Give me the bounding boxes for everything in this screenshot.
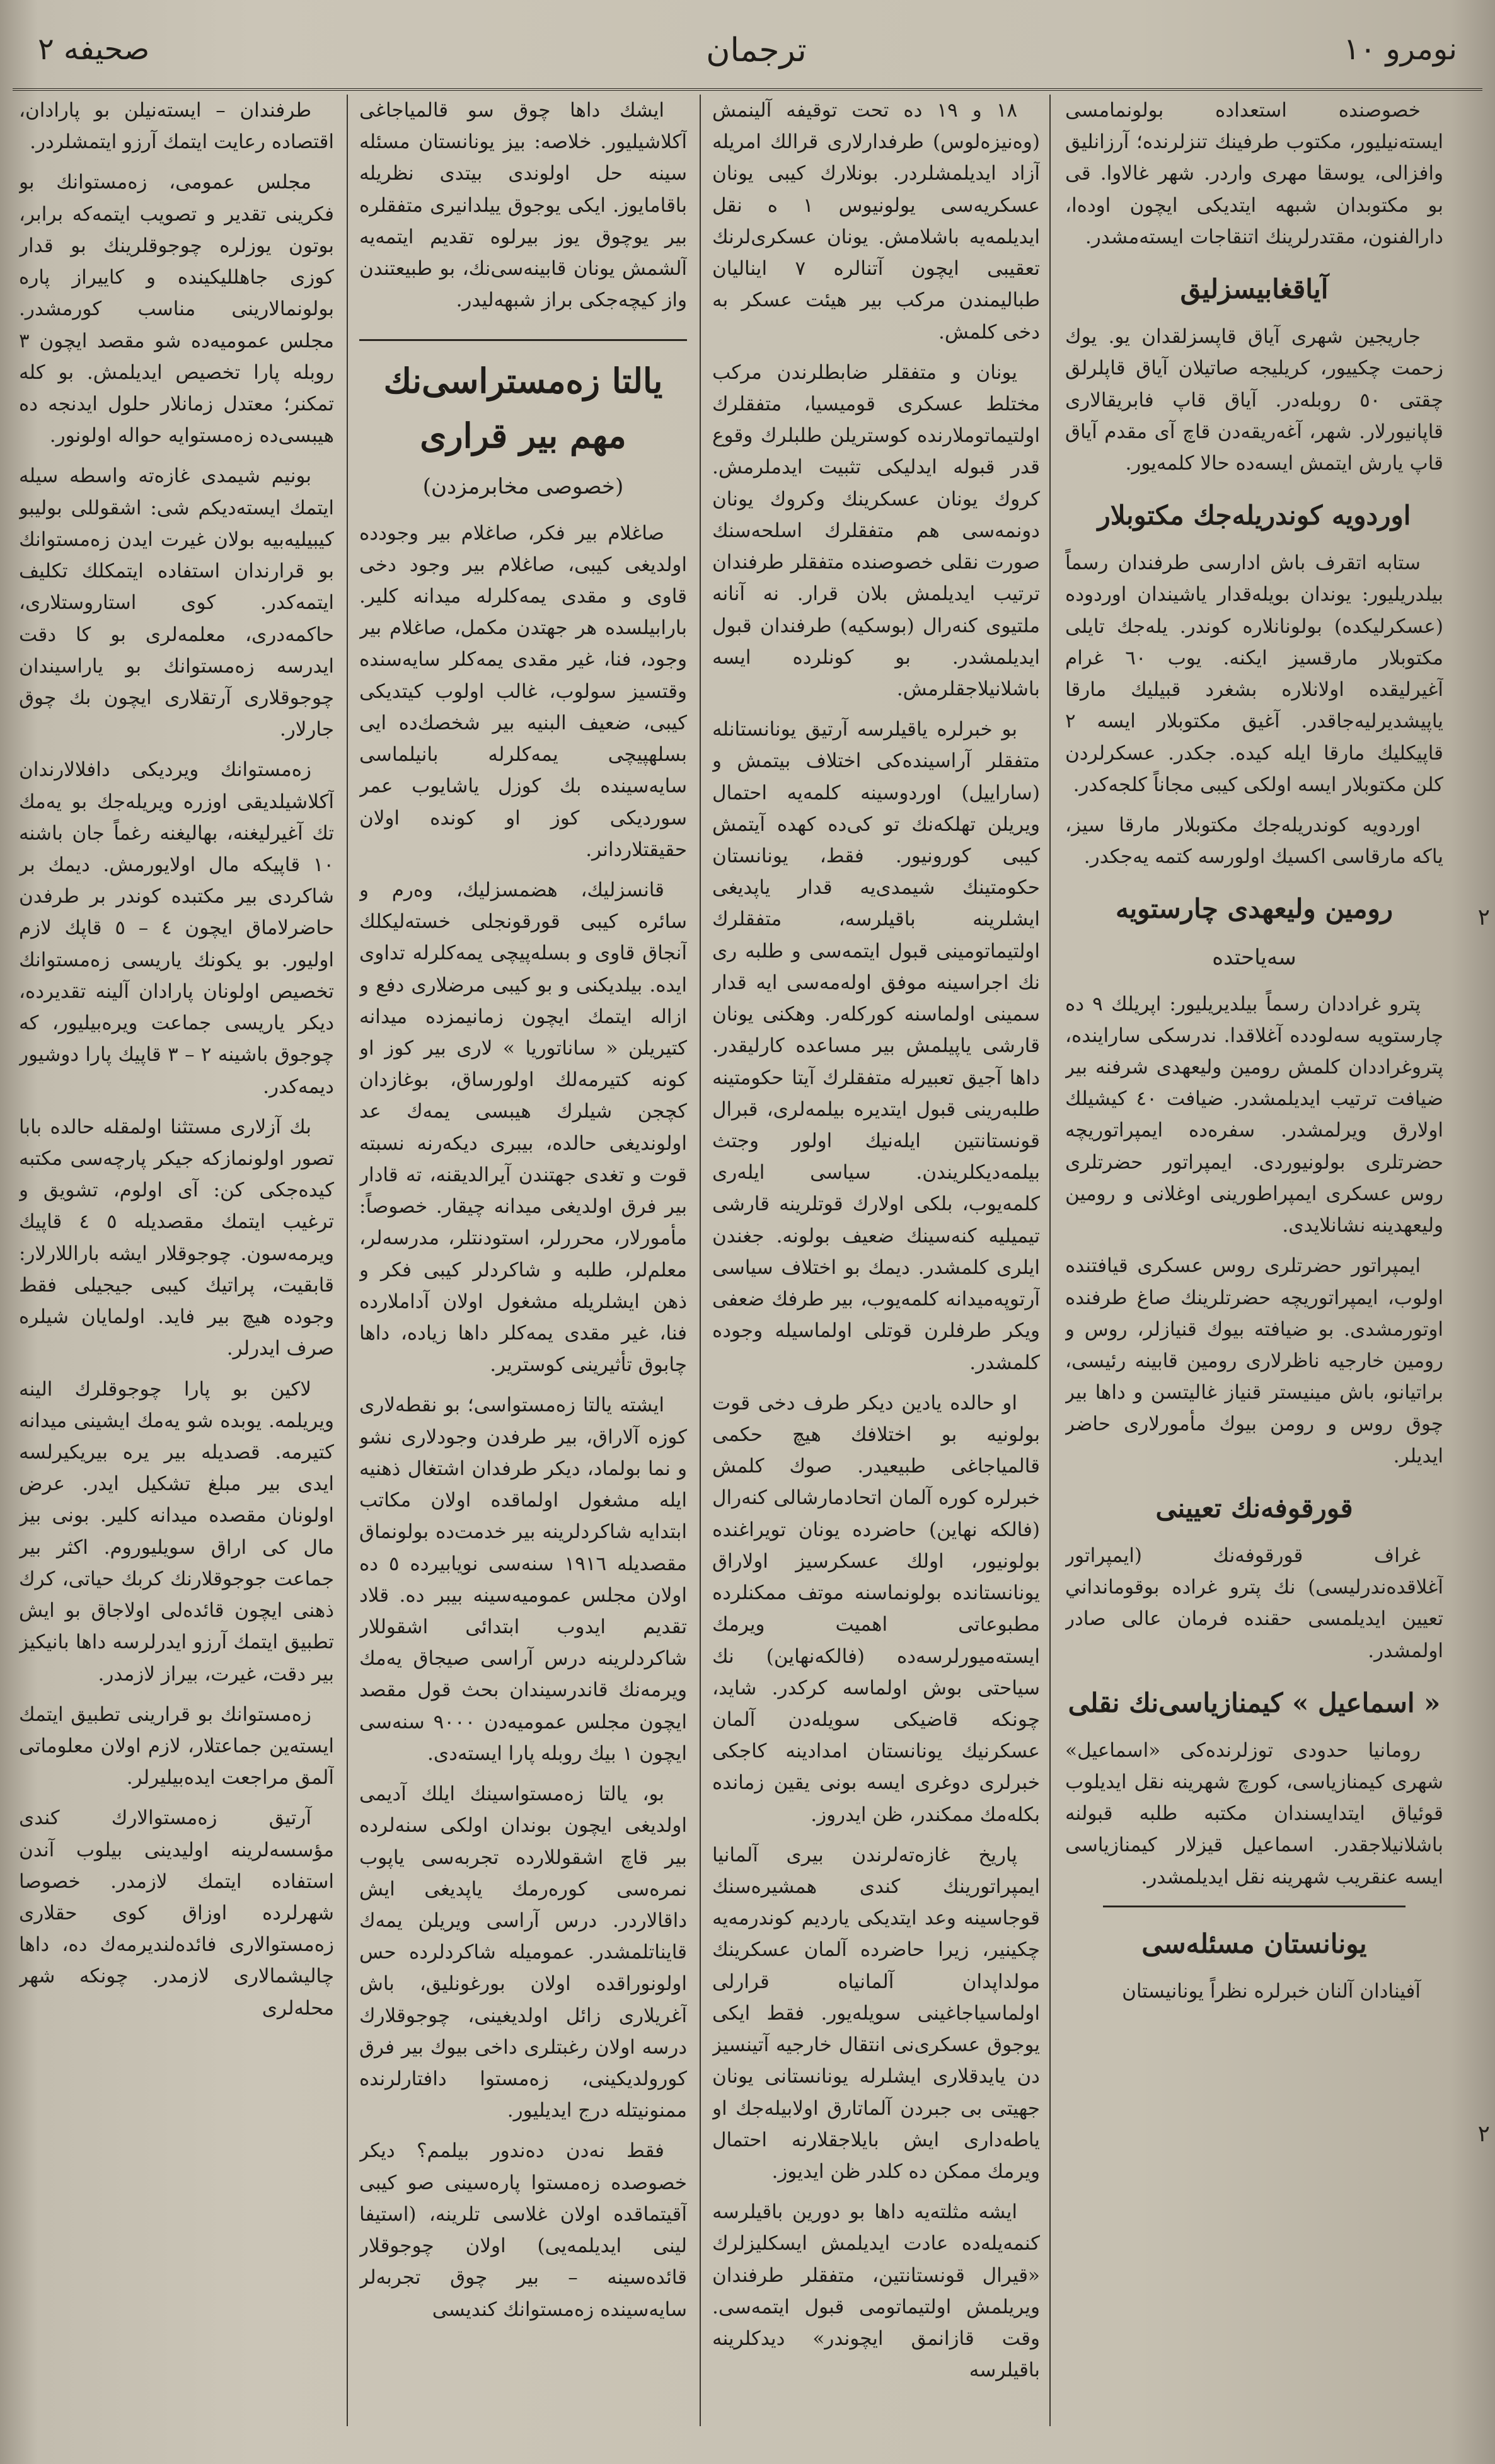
column-3 xyxy=(359,95,687,2432)
paragraph: خصوصنده استعداده بولونمامسی ایسته‌نیلیور، مکتوب طرفینك تنزلرنده؛ آرزانلیق وافزالی، یوسقا مهری واردر. شهر غالاوا. قی بو مکتوبدان شبهه ایتدیکی ایچون اوده‌ا، دارالفنون، مقتدرلرینك اتنقاجات ایسته‌مشدر. xyxy=(1065,99,1443,248)
paragraph: آفینادان آلنان خبرلره نظراً یونانیستان xyxy=(1122,1979,1421,2003)
paragraph: او حالده یادین دیکر طرف دخی قوت بولونیه بو اختلافك هیچ حکمی قالمیاجاغی طبیعیدر. صوك کلمش خبرلره کوره آلمان اتحادمارشالی کنه‌رال (فالکه نهاین) حاضرده یونان تویراغنده بولونیور، اولك عسکرسیز اولاراق یونانستانده بولونماسنه موتف ممکنلرده مطبوعاتی اهمیت ویرمك ایسته‌میورلرسه‌ده (فالکه‌نهاین) نك سیاحتی بوش اولماسه کرکدر. شاید، چونکه قاضیکی سویله‌دن آلمان عسکرنیك یونانستان امدادینه کاجکی خبرلری دوغری ایسه بونی یقین زمانده بکله‌مك ممکندر، ظن ایدروز. xyxy=(712,1391,1040,1826)
column-divider xyxy=(1049,95,1051,2426)
masthead-title: ترجمان xyxy=(706,32,807,69)
article-heading: رومین ولیعهدی چارستویه xyxy=(1115,893,1394,925)
paragraph: زه‌مستوانك ویردیکی دافلالارندان آکلاشیلدیقی اوزره ویریله‌جك بو یه‌مك تك آغیرلیغنه، بهالیغنه رغماً جان باشنه ١٠ قاپیکه مال اولایورمش. دیمك بر شاکردی بیر مکتبده کوندر بر طرفدن حاضرلاماق ایچون ٤ – ٥ قاپك لازم اولیور. بو یکونك یاریسی زه‌مستوانك تخصیص اولونان پارادان آلینه تقدیرده، دیکر یاریسی جماعت ویره‌بیلیور، که چوجوق باشینه ٢ – ٣ قاپیك پارا دوشیور دیمه‌کدر. xyxy=(19,758,334,1098)
paragraph: اوردویه کوندریله‌جك مکتوبلار مارقا سیز، یاکه مارقاسی اکسیك اولورسه کتمه یه‌جکدر. xyxy=(1065,814,1443,869)
article-heading: اوردویه کوندریله‌جك مكتوبلار xyxy=(1097,500,1411,531)
running-head xyxy=(13,13,1482,91)
paragraph: صاغلام بیر فکر، صاغلام بیر وجودده اولدیغی کیبی، صاغلام بیر وجود دخی قاوی و مقدی یمه‌کلرله میدانه کلیر. بارابیلسده هر جهتدن مکمل، صاغلام بیر وجود، فنا، غیر مقدی یمه‌کلر سایه‌سنده وقتسیز سولوب، غالب اولوب کیتدیکی کیبی، ضعیف البنیه بیر شخصك‌ده ایی بسلهپیچی یمه‌کلرله بانیلماسی سایه‌سینده بك کوزل یاشایوب عمر سوردیکی کوز او کونده اولان حقیقتلاردانر. xyxy=(359,521,687,861)
paragraph: ١٨ و ١٩ ده تحت توقیفه آلینمش (وه‌نیزه‌لوس) طرفدارلاری قرالك امریله آزاد ایدیلمشلردر. بونلارك کیبی یونان عسکریه‌سی یولونیوس ١ ه نقل ایدیلمه‌یه باشلامش. یونان عسکری‌لرنك تعقیبی ایچون آتنالره ٧ اینالیان طبالیمندن مرکب بیر هیئت عسکر به دخی کلمش. xyxy=(712,99,1040,344)
article-subheading: سه‌ياحتده xyxy=(1212,945,1296,971)
page-number: صحيفه ٢ xyxy=(38,32,150,67)
article-heading: « اسماعیل » کیمنازیاسی‌نك نقلی xyxy=(1068,1687,1441,1718)
paragraph: ایشك داها چوق سو قالمیاجاغی آکلاشیلیور. خلاصه: بیز یونانستان مسئله سینه حل اولوندی بیتدی نظریله باقامایوز. ایکی یوجوق ییلدانیری متفقلره بیر یوچوق یوز بیرلوه تقدیم ایتمه‌یه آلشمش یونان قابینه‌سی‌نك، بو طبیعتندن واز کیچه‌جکی براز شبهه‌لیدر. xyxy=(359,99,687,312)
paragraph: زه‌مستوانك بو قرارینی تطبیق ایتمك ایسته‌ین جماعتلار، لازم اولان معلوماتی آلمق مراجعت ایده‌بیلیرلر. xyxy=(19,1703,334,1790)
paragraph: جاریجین شهری آیاق قاپسزلقدان یو. یوك زحمت چکییور، کریلیجه صاتیلان آیاق قاپلرلق چقتی ٥٠ روبله‌در. آیاق قاپ فابریقالاری قاپانیورلار. شهر، آغه‌ریقه‌دن قاچ آی مقدم آیاق قاپ یارش ایتمش ایسه‌ده حالا کلمه‌یور. xyxy=(1065,325,1443,475)
paragraph: ایشته یالتا زه‌مستواسی؛ بو نقطه‌لاری کوزه آلاراق، بیر طرفدن وجودلاری نشو و نما بولماد، دیکر طرفدان اشتغال ذهنیه ایله مشغول اولماقده اولان مکاتب ابتدایه شاکردلرینه بیر خدمت‌ده بولونماق مقصدیله ١٩١٦ سنه‌سی نویابیرده ٥ ده اولان مجلس عمومیه‌سینه بیبر ده. قلاد تقدیم ایدوب ابتدائی اشقوللار شاکردلرینه درس آراسی صیجاق یه‌مك ویرمه‌نك قاندرسیندان بحث قول مقصد ایچون مجلس عمومیه‌دن ٩٠٠٠ سنه‌سی ایچون ١ بیك روبله پارا ایسته‌دی. xyxy=(359,1394,687,1765)
paragraph: بو‌نیم شیمدی غازه‌ته واسطه سیله ایتمك ایسته‌دیکم شی: اشقوللی بولیبو کیبیلیه‌بیه بولان غیرت ایدن زه‌مستوانك بو قرارندان استفاده ایتمکلك تکلیف ایتمه‌کدر. کوی استاروستلاری، حاکمه‌دری، معلمه‌لری بو کا دقت ایدرسه زه‌مستوانك بو یاراسیندان چوجوقلاری آرتقلاری ایچون بك چوق جارلار. xyxy=(19,465,334,741)
paragraph: لاکین بو پارا چوجوقلرك الینه ویریلمه. یوبده شو یه‌مك ایشینی میدانه کتیرمه. قصدیله بیر یره بیریکیرلسه ایدی بیر مبلغ تشکیل ایدر. عرض اولونان مقصده میدانه کلیر. بونی بیز مال کی اراق سویلیوروم. اکثر بیر جماعت جوجوقلارنك کربك حیاتی، کرك ذهنی ایچون قائده‌لی اولاجاق بو ایش تطبیق ایتمك آرزو ایدرلرسه داها بانیکیز بیر دقت، غیرت، بیراز لازمدر. xyxy=(19,1377,334,1686)
paragraph: طرفندان – ایسته‌نیلن بو پارادان، اقتصاده رعایت ایتمك آرزو ایتمشلردر. xyxy=(19,99,334,154)
column-divider xyxy=(700,95,701,2426)
paragraph: پاریخ غازه‌ته‌لرندن بیری آلمانیا ایمپراتورینك کندی همشیره‌سنك قوجاسینه وعد ایتدیکی یاردیم کوندرمه‌یه چکینیر، زیرا حاضرده آلمان عسکرینك مولدا‌پدان آلمانیاه قرارلی اولماسیاجاغینی سویله‌یور. فقط ایکی یوجوق عسکری‌نی انتقال خارجیه آتینسیز دن یایدقلاری ایشلرله یونانستانی یونان جهیتی بی جبردن آلماتارق اولابیله‌جك او یاطه‌داری ایش بایلاجقلارنه احتمال ویرمك ممکن ده کلدر ظن ایدیوز. xyxy=(712,1843,1040,2183)
paragraph: آرتیق زه‌مستوالارك کندی مؤسسه‌لرینه اولیدینی بیلوب آندن استفاده ایتمك لازمدر. خصوصا شهرلرده اوزاق کوی حقلاری زه‌مستوالاری فائده‌لندیرمه‌ك ده، داها چالیشمالاری لازمدر. چونکه شهر محله‌لری xyxy=(19,1807,334,2020)
margin-number: ٢ xyxy=(1477,905,1490,930)
column-divider xyxy=(347,95,348,2426)
article-heading: یالتا زه‌مستراسی‌نك مهم بیر قراری xyxy=(359,339,687,464)
paragraph: بو، یالتا زه‌مستواسینك ایلك آدیمی اولدیغی ایچون بوندان اولکی سنه‌لرده بیر قاچ اشقوللارده تجربه‌سی یاپوب نمره‌سی کوره‌رمك یاپدیغی ایش داقالاردر. درس آراسی ویریلن یمه‌ك قایناتلمشدر. عمومیله شاکردلرده حس اولونوراقده اولان بورغونلیق، باش آغریلاری زائل اولدیغینی، چوجوقلارك درسه اولان رغبتلری داخی بیوك بیر فرق کورولدیکینی، زه‌مستوا دافتارلرنده ممنونیتله درج ایدیلیور. xyxy=(359,1783,687,2122)
issue-number: نومرو ١٠ xyxy=(1343,32,1457,67)
column-2 xyxy=(712,95,1040,2432)
paragraph: پترو غراددان رسماً بیلدیریلیور: اپریلك ٩ ده چارستویه سه‌لودده آغلاقدا. ندرسکی ساراینده، پتروغراددان کلمش رومین ولیعهدی شرفنه بیر ضیافت ترتیب ایدیلمشدر. ضیافت ٤٠ کیشیلك اولارق ویرلمشدر. سفره‌ده ایمپراتوریچه حضرتلری بولونیوردی. ایمپراتور حضرتلری روس عسکری ایمپراطورینی اوغلانی و رومین ولیعهدینه نشانلایدی. xyxy=(1065,992,1443,1237)
article-heading: قورقوفه‌نك تعیینی xyxy=(1155,1492,1353,1524)
column-4 xyxy=(19,95,334,2432)
paragraph: ایمپراتور حضرتلری روس عسکری قیافتنده اولوب، ایمپراتوریچه حضرتلرینك صاغ طرفنده اوتورمشدی. بو ضیافته بیوك قنیازلر، روس و رومین خارجیه ناظرلاری رومین قابینه رئیسی، براتیانو، باش مینیستر قنیاز غالیتسن و داها بیر چوق روس و رومن بیوك مأمورلاری حاضر ایدیلر. xyxy=(1065,1254,1443,1467)
paragraph: یونان و متفقلر ضابطلرندن مرکب مختلط عسکری قومیسیا، متفقلرك اولتیماتوملارنده کوستریلن طلبلرك وقوع قدر قبوله ایدلیکی تثبیت ایدملرمش. کروك یونان عسکرینك وکروك یونان دونمه‌سی هم متفقلرك اسلحه‌سنك صورت نقلی خصوصنده متفقلر طرفندان ترتیب ایدیلمش بلان قرار. نه آنانه ملتیوی کنه‌رال (بوسکیه) طرفندان قبول ایدیلمشدر. بو کونلرده ایسه باشلانیلاجقلرمش. xyxy=(712,361,1040,700)
article-heading: آیاقغابیسزلیق xyxy=(1180,274,1329,305)
column-1 xyxy=(1065,95,1443,2432)
paragraph: غراف قورقوفه‌نك (ایمپراتور آغلاقده‌ندرلیسی) نك پترو غراده بوقومانداني تعيين ايديلمسی حقنده فرمان عالی صادر اولمشدر. xyxy=(1065,1544,1443,1662)
paragraph: قانسزلیك، هضمسزلیك، وه‌رم و سائره کیبی قورقونجلی خسته‌لیکلك آنجاق قاوی و بسله‌پیچی یمه‌کلرله تداوی ایده. بیلدیکنی و بو کیبی مرضلاری دفع و ازاله ایتمك ایچون زمانیمزده میدانه کتیریلن « ساناتوریا » لاری بیر کوز او کونه کتیرمه‌لك اولورساق، بوغازدان کچجن شیلرك هیبسی یمه‌ك عد اولوندیغی حالده، بیبری دیکه‌رنه نسبته قوت و تغدی جهتندن آیرالدیقنه، ته قادار بیر فرق اولدیغی میدانه چیقار. خصوصاً: مأمورلار، محررلر، استودنتلر، مدرسه‌لر، معلم‌لر، طلبه و شاکردلر کیبی فکر و ذهن ایشلریله مشغول اولان آداملارده فنا، غیر مقدی یمه‌کلر داها زیاده، داها چابوق تأثیرینی کوستریر. xyxy=(359,878,687,1377)
article-heading: يونانستان مسئله‌سی xyxy=(1141,1928,1367,1959)
paragraph: فقط نه‌دن ده‌ندور بیلمم؟ دیکر خصوصده زه‌مستوا پاره‌سینی صو کیبی آقیتماقده اولان غلاسی تلرینه، (استیفا لینی ایدیلمه‌یی) اولان چوجوقلار قائده‌سینه – بیر چوق تجربه‌لر سایه‌سینده زه‌مستوانك کندیسی xyxy=(359,2139,687,2321)
margin-number: ٢ xyxy=(1477,2121,1490,2147)
paragraph: بو خبرلره یاقیلرسه آرتیق یونانستانله متفقلر آراسینده‌کی اختلاف بیتمش و (ساراییل) اوردوسینه کلمه‌یه احتمال ویریلن تهلکه‌نك تو کی‌ده کهده آیتمش کیبی کورونیور. فقط، یونانستان حکومتینك شیمدی‌یه قدار یاپدیغی ایشلرینه باقیلرسه، متفقلرك اولتیماتومینی قبول ایتمه‌سی و طلبه ری نك اجراسینه موفق اوله‌مه‌سی ایه قدار سمینی اولماسنه کورکله‌ر. وهکنی یونان قارشی یاپیلمش بیر مساعده کارلیقدر. داها آجیق تعبیرله متفقلرك آیتا حکومتینه طلبه‌رینی قبول ایتدیره بیلمه‌لری، قبرال قونستانتین ایله‌نیك اولور وجتث بیلمه‌دیکلریندن. سیاسی ایله‌ری کلمه‌یوب، بلکی اولارك قوتلرینه قارشی تیمیلیه کنه‌سینك ضعیف بولونه. جغندن ایلری کلمشدر. دیمك بو اختلاف سیاسی آرتوپه‌میدانه کلمه‌یوب، بیر طرفك ضعفی ویکر طرفلرن قوتلی اولماسیله وجوده کلمشدر. xyxy=(712,718,1040,1374)
paragraph: مجلس عمومی، زه‌مستوانك بو فکرینی تقدیر و تصویب ایتمه‌که برابر، بوتون یوزلره چوجوقلرینك بو قدار کوزی جاهللیکینده و کاییراز پاره بولونمالارینی مناسب کورمشدر. مجلس عمومیه‌ده شو مقصد ایچون ٣ روبله پارا تخصیص ایدیلمش. بو کله تمکنر؛ معتدل زمانلار حلول ایدنجه ده هیبسی‌ده زه‌مستوایه حواله اولونور. xyxy=(19,171,334,448)
paragraph: ایشه مثلته‌یه داها بو دورین باقیلرسه کنمه‌یله‌ده عادت ایدیلمش ایسکلیزلرك «قیرال قونستانتین، متفقلر طرفندان ویریلمش اولتیماتومی قبول ایتمه‌سی. وقت قازانمق ایچوندر» دیدکلرینه باقیلرسه xyxy=(712,2201,1040,2382)
paragraph: ستابه اتقرف باش ادارسی طرفندان رسماً بیلدریلیور: یوندان بویله‌قدار یاشیندان اوردوده (عسکرلیکده) بولونانلاره کوندر. یله‌جك تایلی مکتوبلار مارقسیز ایکنه. یوب ٦٠ غرام آغیرلیقده اولانلاره بشغرد قبیلیك مارقا یاپیشدیرلیه‌جاقدر. آغیق مکتوبلار ایسه ٢ قاپیکلیك مارقا ایله کیده. جکدر. عسکرلردن کلن مکتوبلار ایسه اولکی کیبی مجاناً کلجه‌کدر. xyxy=(1065,552,1443,796)
separator xyxy=(1103,1906,1406,1907)
paragraph: بك آزلاری مستثنا اولمقله حالده بابا تصور اولونمازکه جیکر پارچه‌سی مکتبه کیده‌جکی کن: آی اولوم، تشویق و ترغیب ایتمك مقصدیله ٥ ٤ قاپیك ویرمه‌سون. چوجوقلار ایشه باراللارلار: قابقیت، پراتیك کیبی جیجیلی فقط وجوده هیچ بیر فاید. اولمایان شیلره صرف ایدرلر. xyxy=(19,1115,334,1360)
article-subheading: (خصوصی مخابرمزدن) xyxy=(422,474,624,500)
paragraph: رومانیا حدودی توزلرنده‌کی «اسماعیل» شهری کیمنازیاسی، کورچ شهرینه نقل ایدیلوب قوئیاق ایتدایسندان مکتبه طلبه قبولنه باشلانیلاجقدر. اسماعیل قیزلار کیمنازیاسی ایسه عنقریب شهرینه نقل ایدیلمشدر. xyxy=(1065,1738,1443,1888)
